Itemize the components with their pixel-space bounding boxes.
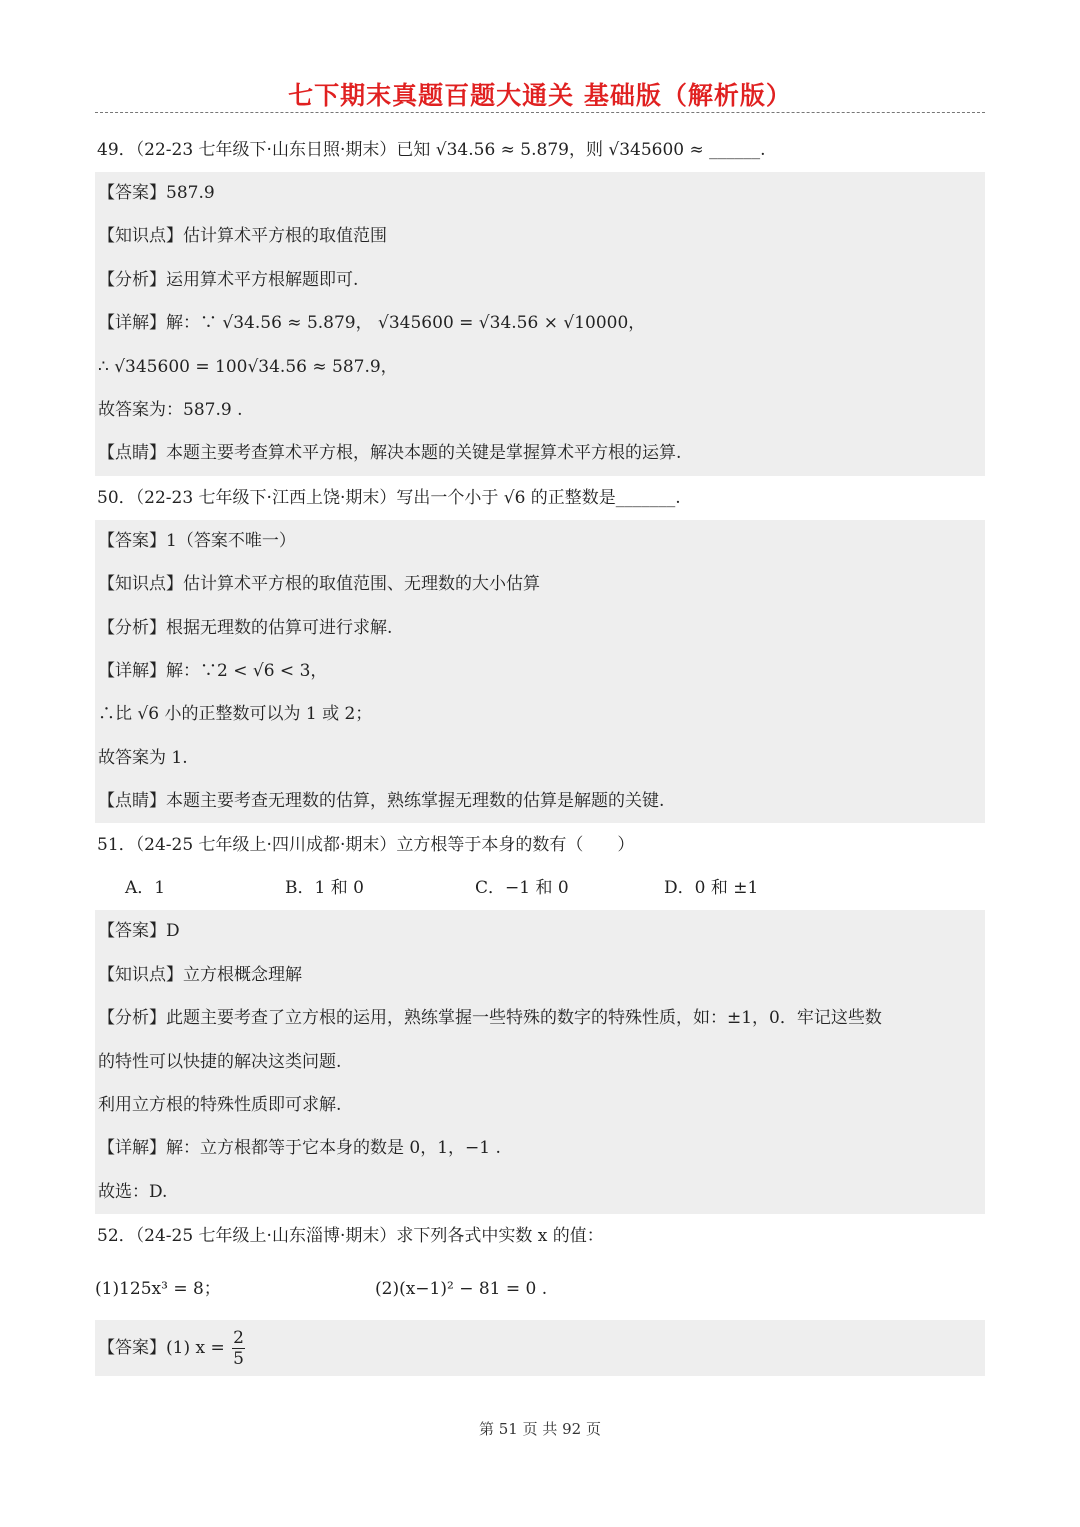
q51-answer: 【答案】D (98, 921, 180, 942)
question-50-solution (95, 520, 985, 824)
q51-analysis-line-3: 利用立方根的特殊性质即可求解. (98, 1095, 342, 1116)
question-51-options (95, 867, 985, 910)
q50-detail-line-3: 故答案为 1. (98, 747, 188, 768)
page-content (95, 128, 985, 1376)
header-divider (95, 112, 985, 113)
page-header-title: 七下期末真题百题大通关 基础版（解析版） (288, 81, 792, 110)
q49-knowledge: 【知识点】估计算术平方根的取值范围 (98, 226, 387, 247)
q49-answer: 【答案】587.9 (98, 183, 215, 203)
fraction-denominator: 5 (233, 1349, 244, 1370)
fraction-numerator: 2 (233, 1328, 244, 1349)
q50-comment: 【点睛】本题主要考查无理数的估算，熟练掌握无理数的估算是解题的关键. (98, 791, 665, 812)
page-footer: 第 51 页 共 92 页 (478, 1420, 601, 1438)
option-d: D．0 和 ±1 (664, 878, 759, 899)
q51-analysis-line-1: 【分析】此题主要考查了立方根的运用，熟练掌握一些特殊的数字的特殊性质，如：±1，0．牢记这些数 (98, 1008, 882, 1029)
q52-sub-1: (1)125x³ = 8； (95, 1279, 221, 1300)
q49-detail-line-1: 【详解】解：∵ √34.56 ≈ 5.879， √345600 = √34.56 × √10000， (98, 313, 646, 334)
q50-knowledge: 【知识点】估计算术平方根的取值范围、无理数的大小估算 (98, 574, 540, 595)
q52-answer-fraction (232, 1328, 245, 1369)
q49-detail-line-2: ∴ √345600 = 100√34.56 ≈ 587.9， (98, 356, 398, 377)
q52-answer-prefix: 【答案】(1) x = (98, 1338, 225, 1359)
question-52-solution (95, 1320, 985, 1376)
q49-comment: 【点睛】本题主要考查算术平方根，解决本题的关键是掌握算术平方根的运算. (98, 443, 682, 464)
q50-detail-line-2: ∴比 √6 小的正整数可以为 1 或 2； (98, 704, 373, 725)
q49-detail-line-3: 故答案为：587.9 . (98, 399, 243, 420)
option-b: B．1 和 0 (285, 878, 364, 899)
q52-sub-2: (2)(x−1)² − 81 = 0 . (375, 1279, 548, 1300)
q51-detail-line-2: 故选：D. (98, 1181, 168, 1202)
question-52-subquestions (95, 1258, 985, 1320)
q51-detail-line-1: 【详解】解：立方根都等于它本身的数是 0，1，−1 . (98, 1138, 501, 1159)
question-51-stem: 51．（24-25 七年级上·四川成都·期末）立方根等于本身的数有（ ） (97, 835, 635, 856)
option-c: C．−1 和 0 (475, 878, 569, 899)
option-a: A．1 (125, 878, 166, 899)
question-50-stem: 50．（22-23 七年级下·江西上饶·期末）写出一个小于 √6 的正整数是_______. (97, 487, 681, 508)
q50-detail-line-1: 【详解】解：∵2 < √6 < 3， (98, 660, 328, 681)
q50-analysis: 【分析】根据无理数的估算可进行求解. (98, 617, 393, 638)
question-49-stem: 49．（22-23 七年级下·山东日照·期末）已知 √34.56 ≈ 5.879，则 √345600 ≈ ______. (97, 140, 766, 160)
q49-analysis: 【分析】运用算术平方根解题即可. (98, 269, 359, 290)
question-49-solution (95, 172, 985, 476)
question-52-stem: 52．（24-25 七年级上·山东淄博·期末）求下列各式中实数 x 的值： (97, 1226, 604, 1247)
q50-answer: 【答案】1（答案不唯一） (98, 530, 296, 551)
q51-analysis-line-2: 的特性可以快捷的解决这类问题. (98, 1051, 342, 1072)
question-51-solution (95, 910, 985, 1214)
q51-knowledge: 【知识点】立方根概念理解 (98, 964, 302, 985)
